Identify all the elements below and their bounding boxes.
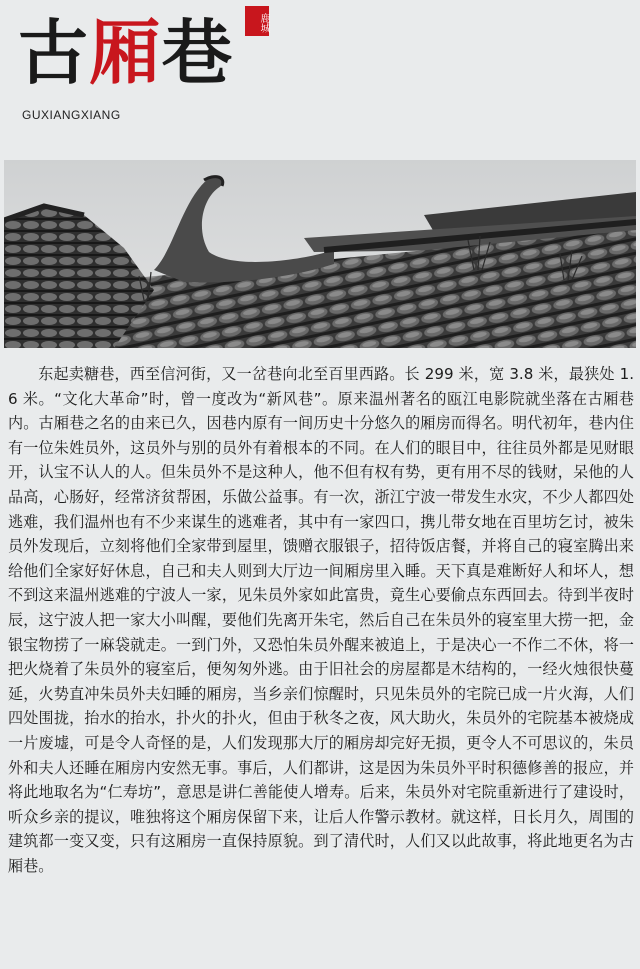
- tiled-roof-photo: [4, 160, 636, 348]
- red-seal-stamp: 鹿城: [245, 6, 269, 36]
- title-char-3: 巷: [162, 11, 234, 94]
- title-char-1: 古: [18, 11, 90, 94]
- header: [0, 0, 640, 150]
- title-pinyin: GUXIANGXIANG: [22, 108, 121, 122]
- page-title: [18, 10, 234, 96]
- article-paragraph: 东起卖糖巷，西至信河街，又一岔巷向北至百里西路。长 299 米，宽 3.8 米，最狭处 1.6 米。“文化大革命”时，曾一度改为“新风巷”。原来温州著名的瓯江电影院就坐落在古厢巷内。古厢巷之名的由来已久，因巷内原有一间历史十分悠久的厢房而得名。明代初年，巷内住有一位朱姓员外，这员外与别的员外有着根本的不同。在人们的眼目中，往往员外都是见财眼开，认宝不认人的人。但朱员外不是这种人，他不但有权有势，更有用不尽的钱财，呆他的人品高，心肠好，经常济贫帮困，乐做公益事。有一次，浙江宁波一带发生水灾，不少人都四处逃难，我们温州也有不少来谋生的逃难者，其中有一家四口，携儿带女地在百里坊乞讨，被朱员外发现后，立刻将他们全家带到屋里，馈赠衣服银子，招待饭店餐，并将自己的寝室腾出来给他们全家好好休息，自己和夫人则到大厅边一间厢房里入睡。天下真是难断好人和坏人，想不到这来温州逃难的宁波人一家，见朱员外家如此富贵，竟生心要偷点东西回去。待到半夜时辰，这宁波人把一家大小叫醒，要他们先离开朱宅，然后自己在朱员外的寝室里大捞一把，金银宝物捞了一麻袋就走。一到门外，又恐怕朱员外醒来被追上，于是决心一不作二不休，将一把火烧着了朱员外的寝室后，便匆匆外逃。由于旧社会的房屋都是木结构的，一经火烛很快蔓延，火势直冲朱员外夫妇睡的厢房，当乡亲们惊醒时，只见朱员外的宅院已成一片火海，人们四处围拢，抬水的抬水，扑火的扑火，但由于秋冬之夜，风大助火，朱员外的宅院基本被烧成一片废墟，可是令人奇怪的是，人们发现那大厅的厢房却完好无损，更令人不可思议的，朱员外和夫人还睡在厢房内安然无事。事后，人们都讲，这是因为朱员外平时积德修善的报应，并将此地取名为“仁寿坊”，意思是讲仁善能使人增寿。后来，朱员外对宅院重新进行了建设时，听众乡亲的提议，唯独将这个厢房保留下来，让后人作警示教材。就这样，日长月久，周围的建筑都一变又变，只有这厢房一直保持原貌。到了清代时，人们又以此故事，将此地更名为古厢巷。: [8, 365, 634, 875]
- title-char-2-accent: 厢: [90, 11, 162, 94]
